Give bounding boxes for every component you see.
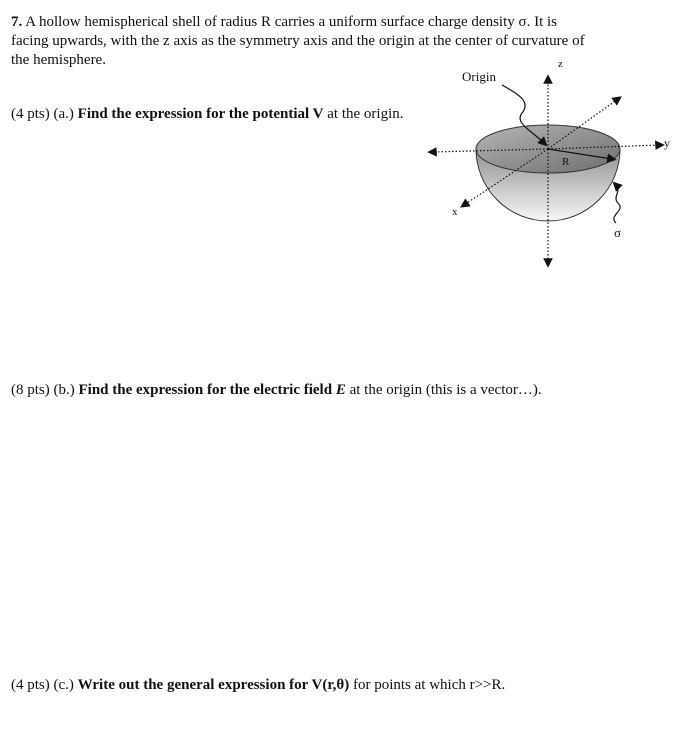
part-b-points: (8 pts) (b.) xyxy=(11,382,75,398)
radius-label: R xyxy=(562,156,570,168)
part-a-rest: at the origin. xyxy=(327,106,404,122)
part-b-question xyxy=(11,381,542,400)
part-c-bold: Write out the general expression for V(r,θ) xyxy=(77,677,350,693)
part-b-bold: Find the expression for the electric field xyxy=(78,382,333,398)
sigma-pointer-arrow xyxy=(614,185,620,223)
part-c-points: (4 pts) (c.) xyxy=(11,677,74,693)
origin-label: Origin xyxy=(462,69,496,84)
x-axis-label: x xyxy=(452,206,458,218)
part-c-question xyxy=(11,676,505,695)
part-a-question xyxy=(11,105,404,124)
part-b-vector-symbol: E xyxy=(335,382,346,398)
problem-number: 7. xyxy=(11,14,23,30)
part-a-bold: Find the expression for the potential V xyxy=(77,106,324,122)
problem-text: A hollow hemispherical shell of radius R carries a uniform surface charge density σ. It is facing upwards, with the z axis as the symmetry axis and the origin at the center of curvature of the hemisphere. xyxy=(11,14,585,68)
part-a-points: (4 pts) (a.) xyxy=(11,106,74,122)
sigma-label: σ xyxy=(614,225,622,240)
hemisphere-diagram xyxy=(420,55,680,275)
part-b-rest: at the origin (this is a vector…). xyxy=(349,382,542,398)
part-c-rest: for points at which r>>R. xyxy=(352,677,506,693)
y-axis-label: y xyxy=(664,136,670,150)
z-axis-label: z xyxy=(558,58,563,70)
hemisphere-figure xyxy=(420,55,680,275)
